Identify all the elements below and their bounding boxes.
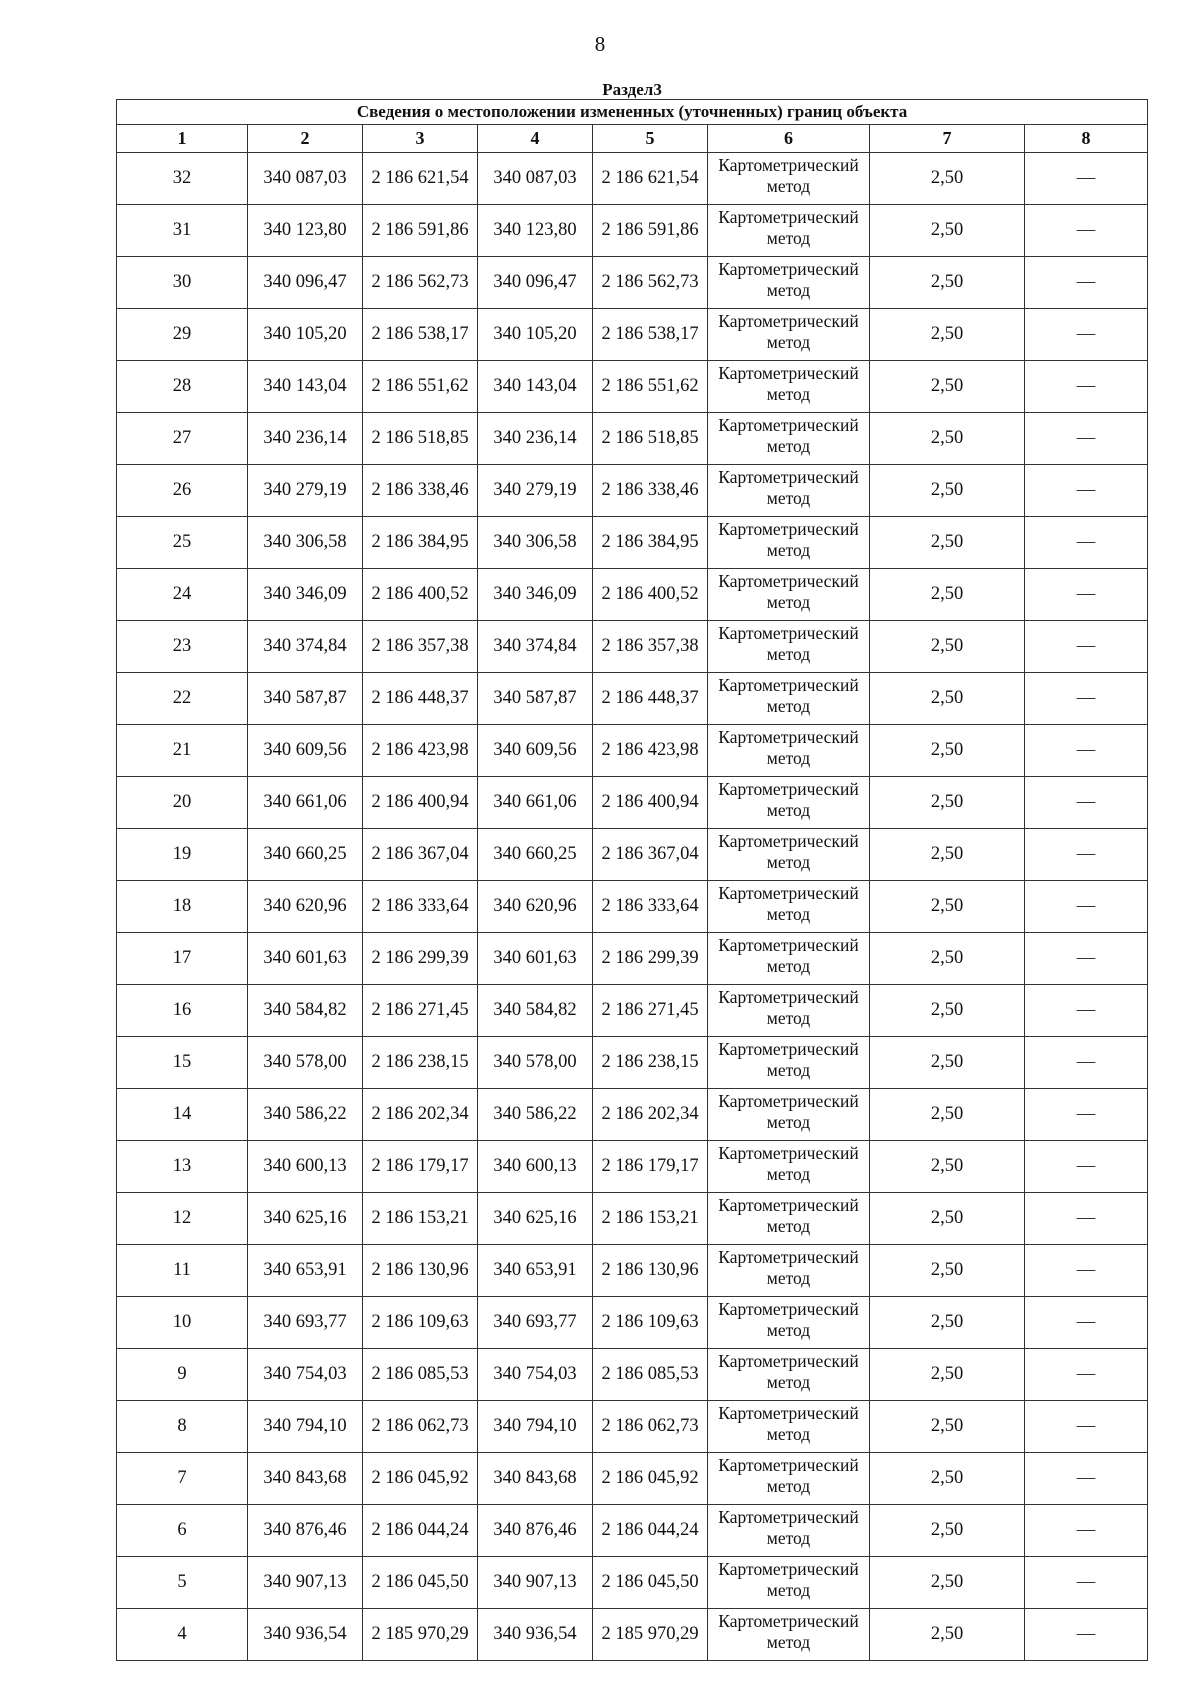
- x-refined-cell: 340 907,13: [478, 1557, 593, 1609]
- column-number-row: [117, 125, 1148, 153]
- column-number: 5: [593, 125, 708, 153]
- x-existing-cell: 340 843,68: [248, 1453, 363, 1505]
- description-cell: —: [1025, 465, 1148, 517]
- point-number-cell: 9: [117, 1349, 248, 1401]
- x-refined-cell: 340 609,56: [478, 725, 593, 777]
- description-cell: —: [1025, 1557, 1148, 1609]
- method-cell: Картометрический метод: [708, 413, 870, 465]
- x-refined-cell: 340 600,13: [478, 1141, 593, 1193]
- table-row: [117, 205, 1148, 257]
- x-existing-cell: 340 096,47: [248, 257, 363, 309]
- y-existing-cell: 2 186 202,34: [363, 1089, 478, 1141]
- description-cell: —: [1025, 1141, 1148, 1193]
- method-cell: Картометрический метод: [708, 1141, 870, 1193]
- description-cell: —: [1025, 361, 1148, 413]
- x-existing-cell: 340 236,14: [248, 413, 363, 465]
- y-existing-cell: 2 186 044,24: [363, 1505, 478, 1557]
- x-existing-cell: 340 936,54: [248, 1609, 363, 1661]
- method-cell: Картометрический метод: [708, 829, 870, 881]
- accuracy-cell: 2,50: [870, 1609, 1025, 1661]
- description-cell: —: [1025, 881, 1148, 933]
- y-refined-cell: 2 186 562,73: [593, 257, 708, 309]
- page-number: 8: [594, 32, 606, 56]
- method-cell: Картометрический метод: [708, 985, 870, 1037]
- table-row: [117, 1089, 1148, 1141]
- y-refined-cell: 2 186 130,96: [593, 1245, 708, 1297]
- accuracy-cell: 2,50: [870, 153, 1025, 205]
- method-cell: Картометрический метод: [708, 1453, 870, 1505]
- accuracy-cell: 2,50: [870, 985, 1025, 1037]
- method-cell: Картометрический метод: [708, 257, 870, 309]
- table-row: [117, 517, 1148, 569]
- table-row: [117, 465, 1148, 517]
- method-cell: Картометрический метод: [708, 777, 870, 829]
- description-cell: —: [1025, 1037, 1148, 1089]
- method-cell: Картометрический метод: [708, 465, 870, 517]
- column-number: 4: [478, 125, 593, 153]
- table-row: [117, 673, 1148, 725]
- x-refined-cell: 340 936,54: [478, 1609, 593, 1661]
- y-refined-cell: 2 186 423,98: [593, 725, 708, 777]
- table-row: [117, 1297, 1148, 1349]
- x-refined-cell: 340 279,19: [478, 465, 593, 517]
- point-number-cell: 25: [117, 517, 248, 569]
- accuracy-cell: 2,50: [870, 881, 1025, 933]
- y-existing-cell: 2 186 448,37: [363, 673, 478, 725]
- column-number: 7: [870, 125, 1025, 153]
- point-number-cell: 17: [117, 933, 248, 985]
- point-number-cell: 28: [117, 361, 248, 413]
- method-cell: Картометрический метод: [708, 1349, 870, 1401]
- description-cell: —: [1025, 257, 1148, 309]
- accuracy-cell: 2,50: [870, 621, 1025, 673]
- y-refined-cell: 2 186 338,46: [593, 465, 708, 517]
- y-existing-cell: 2 186 400,52: [363, 569, 478, 621]
- description-cell: —: [1025, 205, 1148, 257]
- x-existing-cell: 340 346,09: [248, 569, 363, 621]
- table-row: [117, 257, 1148, 309]
- description-cell: —: [1025, 1453, 1148, 1505]
- x-refined-cell: 340 587,87: [478, 673, 593, 725]
- x-refined-cell: 340 096,47: [478, 257, 593, 309]
- description-cell: —: [1025, 673, 1148, 725]
- description-cell: —: [1025, 621, 1148, 673]
- x-refined-cell: 340 105,20: [478, 309, 593, 361]
- method-cell: Картометрический метод: [708, 1245, 870, 1297]
- x-refined-cell: 340 236,14: [478, 413, 593, 465]
- method-cell: Картометрический метод: [708, 153, 870, 205]
- section-label-row: [117, 80, 1148, 100]
- column-number: 2: [248, 125, 363, 153]
- y-refined-cell: 2 186 357,38: [593, 621, 708, 673]
- accuracy-cell: 2,50: [870, 725, 1025, 777]
- point-number-cell: 26: [117, 465, 248, 517]
- y-existing-cell: 2 186 367,04: [363, 829, 478, 881]
- point-number-cell: 14: [117, 1089, 248, 1141]
- y-existing-cell: 2 186 130,96: [363, 1245, 478, 1297]
- point-number-cell: 6: [117, 1505, 248, 1557]
- y-refined-cell: 2 186 400,94: [593, 777, 708, 829]
- section-label: Раздел3: [602, 80, 662, 99]
- y-existing-cell: 2 186 238,15: [363, 1037, 478, 1089]
- y-refined-cell: 2 186 045,50: [593, 1557, 708, 1609]
- accuracy-cell: 2,50: [870, 933, 1025, 985]
- description-cell: —: [1025, 985, 1148, 1037]
- y-existing-cell: 2 186 423,98: [363, 725, 478, 777]
- y-existing-cell: 2 186 085,53: [363, 1349, 478, 1401]
- x-existing-cell: 340 587,87: [248, 673, 363, 725]
- x-existing-cell: 340 661,06: [248, 777, 363, 829]
- x-existing-cell: 340 306,58: [248, 517, 363, 569]
- y-existing-cell: 2 186 109,63: [363, 1297, 478, 1349]
- table-row: [117, 621, 1148, 673]
- y-refined-cell: 2 186 062,73: [593, 1401, 708, 1453]
- accuracy-cell: 2,50: [870, 569, 1025, 621]
- table-row: [117, 1609, 1148, 1661]
- y-existing-cell: 2 186 045,92: [363, 1453, 478, 1505]
- accuracy-cell: 2,50: [870, 1453, 1025, 1505]
- description-cell: —: [1025, 1193, 1148, 1245]
- table-row: [117, 777, 1148, 829]
- point-number-cell: 15: [117, 1037, 248, 1089]
- table-row: [117, 1037, 1148, 1089]
- column-number: 3: [363, 125, 478, 153]
- description-cell: —: [1025, 413, 1148, 465]
- point-number-cell: 20: [117, 777, 248, 829]
- accuracy-cell: 2,50: [870, 777, 1025, 829]
- accuracy-cell: 2,50: [870, 1401, 1025, 1453]
- description-cell: —: [1025, 309, 1148, 361]
- column-number: 8: [1025, 125, 1148, 153]
- method-cell: Картометрический метод: [708, 1297, 870, 1349]
- x-refined-cell: 340 578,00: [478, 1037, 593, 1089]
- y-existing-cell: 2 186 562,73: [363, 257, 478, 309]
- accuracy-cell: 2,50: [870, 257, 1025, 309]
- y-refined-cell: 2 186 333,64: [593, 881, 708, 933]
- description-cell: —: [1025, 1089, 1148, 1141]
- y-refined-cell: 2 186 202,34: [593, 1089, 708, 1141]
- point-number-cell: 13: [117, 1141, 248, 1193]
- point-number-cell: 18: [117, 881, 248, 933]
- x-existing-cell: 340 279,19: [248, 465, 363, 517]
- y-existing-cell: 2 186 621,54: [363, 153, 478, 205]
- table-row: [117, 1349, 1148, 1401]
- x-existing-cell: 340 907,13: [248, 1557, 363, 1609]
- method-cell: Картометрический метод: [708, 881, 870, 933]
- method-cell: Картометрический метод: [708, 205, 870, 257]
- x-refined-cell: 340 693,77: [478, 1297, 593, 1349]
- x-existing-cell: 340 660,25: [248, 829, 363, 881]
- table-row: [117, 1141, 1148, 1193]
- description-cell: —: [1025, 517, 1148, 569]
- boundary-coordinates-table: [116, 80, 1148, 1661]
- description-cell: —: [1025, 1297, 1148, 1349]
- point-number-cell: 30: [117, 257, 248, 309]
- accuracy-cell: 2,50: [870, 1349, 1025, 1401]
- x-refined-cell: 340 584,82: [478, 985, 593, 1037]
- y-refined-cell: 2 186 448,37: [593, 673, 708, 725]
- y-existing-cell: 2 186 357,38: [363, 621, 478, 673]
- x-refined-cell: 340 601,63: [478, 933, 593, 985]
- table-row: [117, 361, 1148, 413]
- description-cell: —: [1025, 725, 1148, 777]
- x-refined-cell: 340 374,84: [478, 621, 593, 673]
- x-refined-cell: 340 876,46: [478, 1505, 593, 1557]
- accuracy-cell: 2,50: [870, 1037, 1025, 1089]
- y-existing-cell: 2 186 538,17: [363, 309, 478, 361]
- point-number-cell: 11: [117, 1245, 248, 1297]
- accuracy-cell: 2,50: [870, 1245, 1025, 1297]
- y-existing-cell: 2 186 591,86: [363, 205, 478, 257]
- x-existing-cell: 340 876,46: [248, 1505, 363, 1557]
- table-row: [117, 933, 1148, 985]
- y-existing-cell: 2 186 518,85: [363, 413, 478, 465]
- x-refined-cell: 340 586,22: [478, 1089, 593, 1141]
- table-row: [117, 309, 1148, 361]
- accuracy-cell: 2,50: [870, 309, 1025, 361]
- y-existing-cell: 2 186 153,21: [363, 1193, 478, 1245]
- table-body: [117, 153, 1148, 1661]
- method-cell: Картометрический метод: [708, 725, 870, 777]
- point-number-cell: 31: [117, 205, 248, 257]
- y-refined-cell: 2 186 045,92: [593, 1453, 708, 1505]
- x-existing-cell: 340 601,63: [248, 933, 363, 985]
- x-existing-cell: 340 600,13: [248, 1141, 363, 1193]
- table-row: [117, 1193, 1148, 1245]
- x-existing-cell: 340 578,00: [248, 1037, 363, 1089]
- accuracy-cell: 2,50: [870, 1089, 1025, 1141]
- point-number-cell: 4: [117, 1609, 248, 1661]
- y-refined-cell: 2 186 299,39: [593, 933, 708, 985]
- description-cell: —: [1025, 153, 1148, 205]
- y-existing-cell: 2 186 338,46: [363, 465, 478, 517]
- column-number: 1: [117, 125, 248, 153]
- y-refined-cell: 2 186 153,21: [593, 1193, 708, 1245]
- x-refined-cell: 340 620,96: [478, 881, 593, 933]
- table-row: [117, 413, 1148, 465]
- y-existing-cell: 2 186 551,62: [363, 361, 478, 413]
- table-row: [117, 569, 1148, 621]
- point-number-cell: 27: [117, 413, 248, 465]
- x-existing-cell: 340 105,20: [248, 309, 363, 361]
- x-existing-cell: 340 584,82: [248, 985, 363, 1037]
- x-existing-cell: 340 625,16: [248, 1193, 363, 1245]
- method-cell: Картометрический метод: [708, 1609, 870, 1661]
- y-refined-cell: 2 186 271,45: [593, 985, 708, 1037]
- point-number-cell: 16: [117, 985, 248, 1037]
- table-row: [117, 1245, 1148, 1297]
- x-refined-cell: 340 794,10: [478, 1401, 593, 1453]
- y-refined-cell: 2 186 400,52: [593, 569, 708, 621]
- method-cell: Картометрический метод: [708, 361, 870, 413]
- point-number-cell: 32: [117, 153, 248, 205]
- table-row: [117, 1557, 1148, 1609]
- method-cell: Картометрический метод: [708, 517, 870, 569]
- x-existing-cell: 340 123,80: [248, 205, 363, 257]
- method-cell: Картометрический метод: [708, 1193, 870, 1245]
- point-number-cell: 24: [117, 569, 248, 621]
- x-refined-cell: 340 754,03: [478, 1349, 593, 1401]
- x-refined-cell: 340 625,16: [478, 1193, 593, 1245]
- table-row: [117, 985, 1148, 1037]
- x-existing-cell: 340 794,10: [248, 1401, 363, 1453]
- description-cell: —: [1025, 829, 1148, 881]
- point-number-cell: 22: [117, 673, 248, 725]
- y-refined-cell: 2 186 044,24: [593, 1505, 708, 1557]
- x-existing-cell: 340 754,03: [248, 1349, 363, 1401]
- description-cell: —: [1025, 1349, 1148, 1401]
- y-refined-cell: 2 186 518,85: [593, 413, 708, 465]
- y-existing-cell: 2 186 299,39: [363, 933, 478, 985]
- x-refined-cell: 340 843,68: [478, 1453, 593, 1505]
- x-existing-cell: 340 143,04: [248, 361, 363, 413]
- accuracy-cell: 2,50: [870, 673, 1025, 725]
- column-number: 6: [708, 125, 870, 153]
- point-number-cell: 10: [117, 1297, 248, 1349]
- table-row: [117, 881, 1148, 933]
- method-cell: Картометрический метод: [708, 1505, 870, 1557]
- accuracy-cell: 2,50: [870, 517, 1025, 569]
- x-existing-cell: 340 586,22: [248, 1089, 363, 1141]
- point-number-cell: 29: [117, 309, 248, 361]
- table-row: [117, 829, 1148, 881]
- table-row: [117, 725, 1148, 777]
- accuracy-cell: 2,50: [870, 361, 1025, 413]
- y-refined-cell: 2 186 367,04: [593, 829, 708, 881]
- y-refined-cell: 2 186 238,15: [593, 1037, 708, 1089]
- point-number-cell: 19: [117, 829, 248, 881]
- table-heading: Сведения о местоположении измененных (уточненных) границ объекта: [117, 100, 1148, 125]
- method-cell: Картометрический метод: [708, 933, 870, 985]
- accuracy-cell: 2,50: [870, 205, 1025, 257]
- table-row: [117, 1401, 1148, 1453]
- accuracy-cell: 2,50: [870, 1141, 1025, 1193]
- accuracy-cell: 2,50: [870, 413, 1025, 465]
- x-existing-cell: 340 620,96: [248, 881, 363, 933]
- description-cell: —: [1025, 933, 1148, 985]
- accuracy-cell: 2,50: [870, 465, 1025, 517]
- y-refined-cell: 2 186 621,54: [593, 153, 708, 205]
- y-refined-cell: 2 186 591,86: [593, 205, 708, 257]
- method-cell: Картометрический метод: [708, 1089, 870, 1141]
- y-existing-cell: 2 186 271,45: [363, 985, 478, 1037]
- x-refined-cell: 340 661,06: [478, 777, 593, 829]
- method-cell: Картометрический метод: [708, 1401, 870, 1453]
- x-refined-cell: 340 653,91: [478, 1245, 593, 1297]
- y-existing-cell: 2 186 400,94: [363, 777, 478, 829]
- y-refined-cell: 2 185 970,29: [593, 1609, 708, 1661]
- table-row: [117, 1505, 1148, 1557]
- y-existing-cell: 2 186 062,73: [363, 1401, 478, 1453]
- y-refined-cell: 2 186 109,63: [593, 1297, 708, 1349]
- method-cell: Картометрический метод: [708, 1037, 870, 1089]
- table-heading-row: [117, 100, 1148, 125]
- x-refined-cell: 340 660,25: [478, 829, 593, 881]
- x-existing-cell: 340 693,77: [248, 1297, 363, 1349]
- description-cell: —: [1025, 1401, 1148, 1453]
- y-refined-cell: 2 186 384,95: [593, 517, 708, 569]
- x-refined-cell: 340 087,03: [478, 153, 593, 205]
- description-cell: —: [1025, 1245, 1148, 1297]
- method-cell: Картометрический метод: [708, 1557, 870, 1609]
- x-refined-cell: 340 306,58: [478, 517, 593, 569]
- accuracy-cell: 2,50: [870, 1297, 1025, 1349]
- point-number-cell: 23: [117, 621, 248, 673]
- y-existing-cell: 2 186 045,50: [363, 1557, 478, 1609]
- method-cell: Картометрический метод: [708, 309, 870, 361]
- method-cell: Картометрический метод: [708, 569, 870, 621]
- table-row: [117, 153, 1148, 205]
- description-cell: —: [1025, 569, 1148, 621]
- description-cell: —: [1025, 1505, 1148, 1557]
- point-number-cell: 8: [117, 1401, 248, 1453]
- y-refined-cell: 2 186 551,62: [593, 361, 708, 413]
- point-number-cell: 7: [117, 1453, 248, 1505]
- method-cell: Картометрический метод: [708, 673, 870, 725]
- x-existing-cell: 340 609,56: [248, 725, 363, 777]
- y-existing-cell: 2 186 179,17: [363, 1141, 478, 1193]
- x-existing-cell: 340 653,91: [248, 1245, 363, 1297]
- x-existing-cell: 340 374,84: [248, 621, 363, 673]
- method-cell: Картометрический метод: [708, 621, 870, 673]
- point-number-cell: 12: [117, 1193, 248, 1245]
- y-refined-cell: 2 186 538,17: [593, 309, 708, 361]
- y-refined-cell: 2 186 085,53: [593, 1349, 708, 1401]
- x-refined-cell: 340 123,80: [478, 205, 593, 257]
- y-existing-cell: 2 186 384,95: [363, 517, 478, 569]
- point-number-cell: 21: [117, 725, 248, 777]
- y-existing-cell: 2 186 333,64: [363, 881, 478, 933]
- accuracy-cell: 2,50: [870, 1557, 1025, 1609]
- accuracy-cell: 2,50: [870, 829, 1025, 881]
- description-cell: —: [1025, 777, 1148, 829]
- x-existing-cell: 340 087,03: [248, 153, 363, 205]
- table-row: [117, 1453, 1148, 1505]
- x-refined-cell: 340 346,09: [478, 569, 593, 621]
- x-refined-cell: 340 143,04: [478, 361, 593, 413]
- y-existing-cell: 2 185 970,29: [363, 1609, 478, 1661]
- point-number-cell: 5: [117, 1557, 248, 1609]
- accuracy-cell: 2,50: [870, 1193, 1025, 1245]
- y-refined-cell: 2 186 179,17: [593, 1141, 708, 1193]
- accuracy-cell: 2,50: [870, 1505, 1025, 1557]
- description-cell: —: [1025, 1609, 1148, 1661]
